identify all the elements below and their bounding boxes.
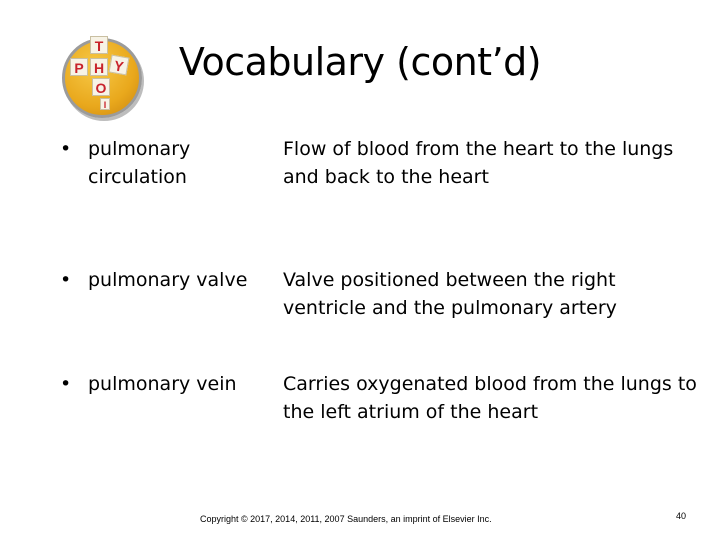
bullet: • [60, 138, 72, 160]
vocab-term [60, 266, 260, 294]
term-text: pulmonary circulation [88, 138, 191, 188]
vocab-term [60, 370, 260, 398]
bullet: • [60, 373, 72, 395]
vocab-definition: Carries oxygenated blood from the lungs to the left atrium of the heart [283, 373, 697, 423]
term-text: pulmonary vein [88, 373, 237, 395]
logo-tile: O [92, 78, 110, 96]
vocab-definition: Flow of blood from the heart to the lungs and back to the heart [283, 138, 674, 188]
logo-tile: P [70, 58, 88, 76]
phy-logo [62, 36, 142, 116]
logo-tile: T [90, 36, 108, 54]
term-text: pulmonary valve [88, 269, 248, 291]
vocab-definition: Valve positioned between the right ventricle and the pulmonary artery [283, 269, 617, 319]
logo-tile: H [90, 58, 108, 76]
logo-tile: Y [109, 55, 130, 76]
slide-title: Vocabulary (cont’d) [178, 40, 542, 84]
copyright-notice: Copyright © 2017, 2014, 2011, 2007 Saunders, an imprint of Elsevier Inc. [200, 514, 492, 524]
page-number: 40 [676, 511, 687, 521]
vocab-term [60, 135, 260, 191]
logo-tile: I [100, 98, 110, 110]
bullet: • [60, 269, 72, 291]
